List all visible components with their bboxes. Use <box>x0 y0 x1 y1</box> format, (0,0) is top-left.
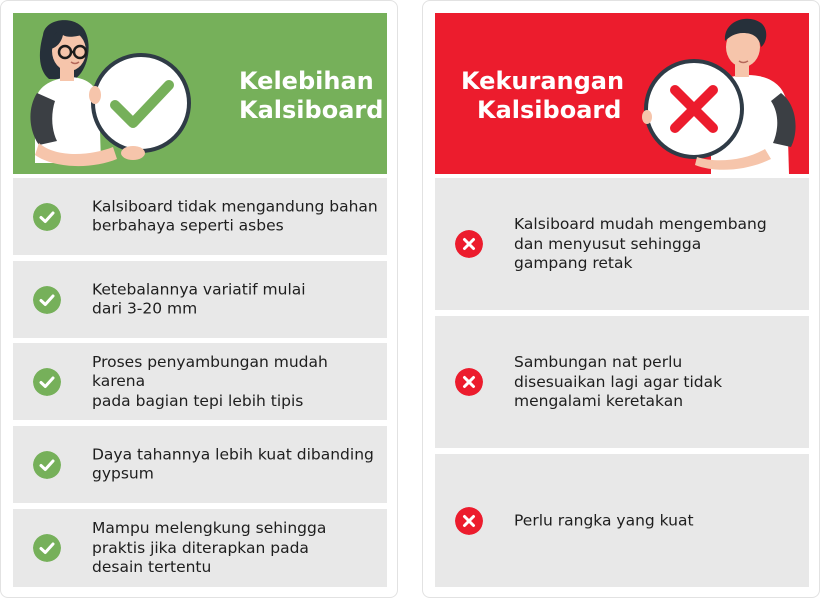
advantages-banner <box>13 13 387 174</box>
check-circle-icon <box>33 451 61 479</box>
disadvantage-text: Sambungan nat perlu disesuaikan lagi agar tidak mengalami keretakan <box>514 352 723 410</box>
advantages-title-line2: Kalsiboard <box>239 96 384 124</box>
advantage-item <box>13 261 387 338</box>
advantage-item <box>13 426 387 503</box>
advantage-text: Daya tahannya lebih kuat dibanding gypsum <box>92 445 374 483</box>
advantage-text: Mampu melengkung sehingga praktis jika diterapkan pada desain tertentu <box>92 518 327 576</box>
disadvantage-text: Kalsiboard mudah mengembang dan menyusut sehingga gampang retak <box>514 214 767 272</box>
advantages-title-line1: Kelebihan <box>239 67 374 95</box>
check-circle-icon <box>33 534 61 562</box>
advantage-item <box>13 343 387 420</box>
x-circle-icon <box>455 230 483 258</box>
advantage-text: Proses penyambungan mudah karena pada bagian tepi lebih tipis <box>92 352 328 410</box>
disadvantage-item <box>435 178 809 310</box>
disadvantages-title-line1: Kekurangan <box>461 67 625 95</box>
disadvantages-title-line2: Kalsiboard <box>477 96 622 124</box>
check-circle-icon <box>33 286 61 314</box>
disadvantage-item <box>435 316 809 448</box>
advantage-text: Kalsiboard tidak mengandung bahan berbahaya seperti asbes <box>92 197 378 235</box>
advantage-item <box>13 178 387 255</box>
disadvantages-banner <box>435 13 809 174</box>
advantage-text: Ketebalannya variatif mulai dari 3-20 mm <box>92 280 306 318</box>
advantages-title <box>239 67 383 125</box>
disadvantage-item <box>435 454 809 587</box>
disadvantage-text: Perlu rangka yang kuat <box>514 510 694 529</box>
x-circle-icon <box>455 368 483 396</box>
check-circle-icon <box>33 203 61 231</box>
disadvantages-card <box>422 0 820 598</box>
disadvantages-title <box>461 67 624 125</box>
advantage-item <box>13 509 387 587</box>
advantages-card <box>0 0 398 598</box>
x-circle-icon <box>455 507 483 535</box>
check-circle-icon <box>33 368 61 396</box>
